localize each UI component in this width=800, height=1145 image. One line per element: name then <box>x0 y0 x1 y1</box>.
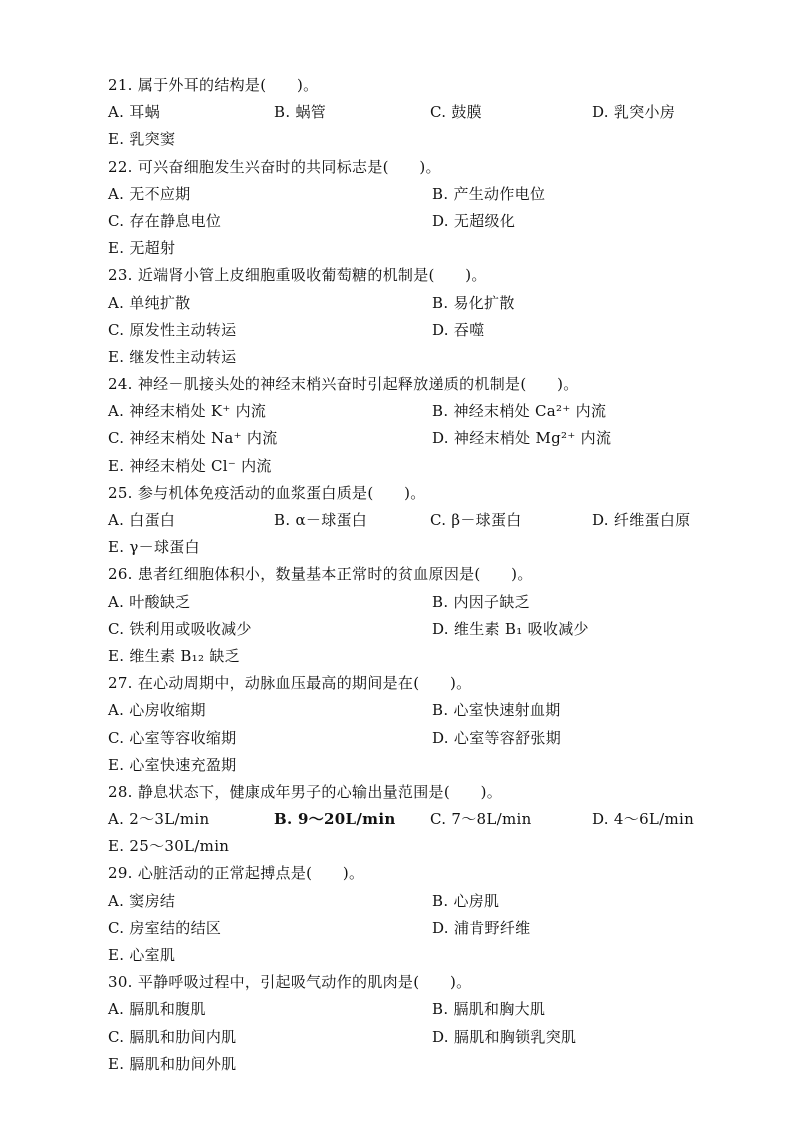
option-a[interactable]: A. 心房收缩期 <box>108 701 206 720</box>
option-b[interactable]: B. 膈肌和胸大肌 <box>432 1000 546 1019</box>
option-b[interactable]: B. 心房肌 <box>432 891 500 910</box>
question-stem: 21. 属于外耳的结构是( )。 <box>108 76 319 94</box>
option-a[interactable]: A. 窦房结 <box>108 891 176 910</box>
option-a[interactable]: A. 耳蜗 <box>108 103 160 122</box>
option-row <box>108 915 728 942</box>
option-row <box>108 996 728 1023</box>
option-b[interactable]: B. 产生动作电位 <box>432 184 546 203</box>
option-c[interactable]: C. β－球蛋白 <box>430 511 522 529</box>
question-29 <box>108 860 728 969</box>
option-c[interactable]: C. 心室等容收缩期 <box>108 728 237 747</box>
option-row <box>108 589 728 616</box>
option-row <box>108 317 728 344</box>
option-row <box>108 534 728 561</box>
option-row <box>108 181 728 208</box>
option-row <box>108 1051 728 1078</box>
option-e[interactable]: E. 心室快速充盈期 <box>108 755 237 774</box>
question-stem: 30. 平静呼吸过程中，引起吸气动作的肌肉是( )。 <box>108 973 472 992</box>
option-row <box>108 344 728 371</box>
option-c[interactable]: C. 神经末梢处 Na⁺ 内流 <box>108 429 278 448</box>
option-row <box>108 398 728 425</box>
option-e[interactable]: E. 维生素 B₁₂ 缺乏 <box>108 646 240 665</box>
option-c[interactable]: C. 房室结的结区 <box>108 918 222 937</box>
option-c[interactable]: C. 7～8L/min <box>430 810 532 829</box>
option-row <box>108 806 728 833</box>
question-27 <box>108 670 728 779</box>
option-e[interactable]: E. 继发性主动转运 <box>108 347 237 366</box>
option-row <box>108 507 728 534</box>
option-b[interactable]: B. 神经末梢处 Ca²⁺ 内流 <box>432 402 607 421</box>
option-d[interactable]: D. 纤维蛋白原 <box>592 511 691 529</box>
option-a[interactable]: A. 2～3L/min <box>108 810 210 829</box>
option-row <box>108 643 728 670</box>
option-row <box>108 833 728 860</box>
question-30 <box>108 969 728 1078</box>
option-d[interactable]: D. 浦肯野纤维 <box>432 918 531 937</box>
option-b[interactable]: B. 9～20L/min <box>274 810 396 829</box>
option-e[interactable]: E. 心室肌 <box>108 946 176 964</box>
question-stem: 28. 静息状态下，健康成年男子的心输出量范围是( )。 <box>108 782 503 801</box>
question-25 <box>108 480 728 562</box>
option-c[interactable]: C. 膈肌和肋间内肌 <box>108 1027 237 1046</box>
option-d[interactable]: D. 维生素 B₁ 吸收减少 <box>432 619 589 638</box>
option-b[interactable]: B. 蜗管 <box>274 103 327 122</box>
option-e[interactable]: E. 膈肌和肋间外肌 <box>108 1054 237 1073</box>
question-stem: 26. 患者红细胞体积小，数量基本正常时的贫血原因是( )。 <box>108 565 533 584</box>
option-row <box>108 942 728 969</box>
option-d[interactable]: D. 神经末梢处 Mg²⁺ 内流 <box>432 429 612 448</box>
option-e[interactable]: E. 神经末梢处 Cl⁻ 内流 <box>108 456 272 475</box>
option-a[interactable]: A. 单纯扩散 <box>108 293 191 312</box>
question-stem: 29. 心脏活动的正常起搏点是( )。 <box>108 864 365 883</box>
option-row <box>108 235 728 262</box>
option-row <box>108 1024 728 1051</box>
option-d[interactable]: D. 吞噬 <box>432 320 485 339</box>
option-row <box>108 697 728 724</box>
question-22 <box>108 154 728 263</box>
option-b[interactable]: B. 内因子缺乏 <box>432 592 530 611</box>
option-d[interactable]: D. 膈肌和胸锁乳突肌 <box>432 1027 577 1046</box>
question-stem: 23. 近端肾小管上皮细胞重吸收葡萄糖的机制是( )。 <box>108 266 487 285</box>
option-a[interactable]: A. 膈肌和腹肌 <box>108 1000 206 1019</box>
option-row <box>108 126 728 153</box>
option-c[interactable]: C. 铁利用或吸收减少 <box>108 619 252 638</box>
option-e[interactable]: E. 25～30L/min <box>108 837 230 856</box>
question-stem: 27. 在心动周期中，动脉血压最高的期间是在( )。 <box>108 674 472 693</box>
option-row <box>108 616 728 643</box>
option-e[interactable]: E. 乳突窦 <box>108 130 176 149</box>
option-d[interactable]: D. 无超级化 <box>432 211 516 230</box>
option-row <box>108 725 728 752</box>
question-23 <box>108 262 728 371</box>
question-stem: 22. 可兴奋细胞发生兴奋时的共同标志是( )。 <box>108 157 441 176</box>
option-row <box>108 425 728 452</box>
question-28 <box>108 779 728 861</box>
option-a[interactable]: A. 叶酸缺乏 <box>108 592 191 611</box>
option-row <box>108 752 728 779</box>
option-c[interactable]: C. 原发性主动转运 <box>108 320 237 339</box>
option-row <box>108 208 728 235</box>
option-a[interactable]: A. 白蛋白 <box>108 511 176 529</box>
option-c[interactable]: C. 鼓膜 <box>430 103 482 122</box>
option-d[interactable]: D. 4～6L/min <box>592 810 695 829</box>
question-24 <box>108 371 728 480</box>
option-d[interactable]: D. 心室等容舒张期 <box>432 728 562 747</box>
option-a[interactable]: A. 无不应期 <box>108 184 191 203</box>
question-stem: 25. 参与机体免疫活动的血浆蛋白质是( )。 <box>108 483 426 502</box>
option-e[interactable]: E. γ－球蛋白 <box>108 538 200 557</box>
option-a[interactable]: A. 神经末梢处 K⁺ 内流 <box>108 402 267 421</box>
option-row <box>108 888 728 915</box>
option-b[interactable]: B. α－球蛋白 <box>274 511 368 529</box>
option-row <box>108 290 728 317</box>
question-stem: 24. 神经－肌接头处的神经末梢兴奋时引起释放递质的机制是( )。 <box>108 375 579 394</box>
option-row <box>108 453 728 480</box>
option-row <box>108 99 728 126</box>
option-d[interactable]: D. 乳突小房 <box>592 103 676 122</box>
question-26 <box>108 561 728 670</box>
question-list <box>108 72 728 1078</box>
option-c[interactable]: C. 存在静息电位 <box>108 211 222 230</box>
option-b[interactable]: B. 心室快速射血期 <box>432 701 561 720</box>
option-e[interactable]: E. 无超射 <box>108 239 176 258</box>
option-b[interactable]: B. 易化扩散 <box>432 293 515 312</box>
question-21 <box>108 72 728 154</box>
